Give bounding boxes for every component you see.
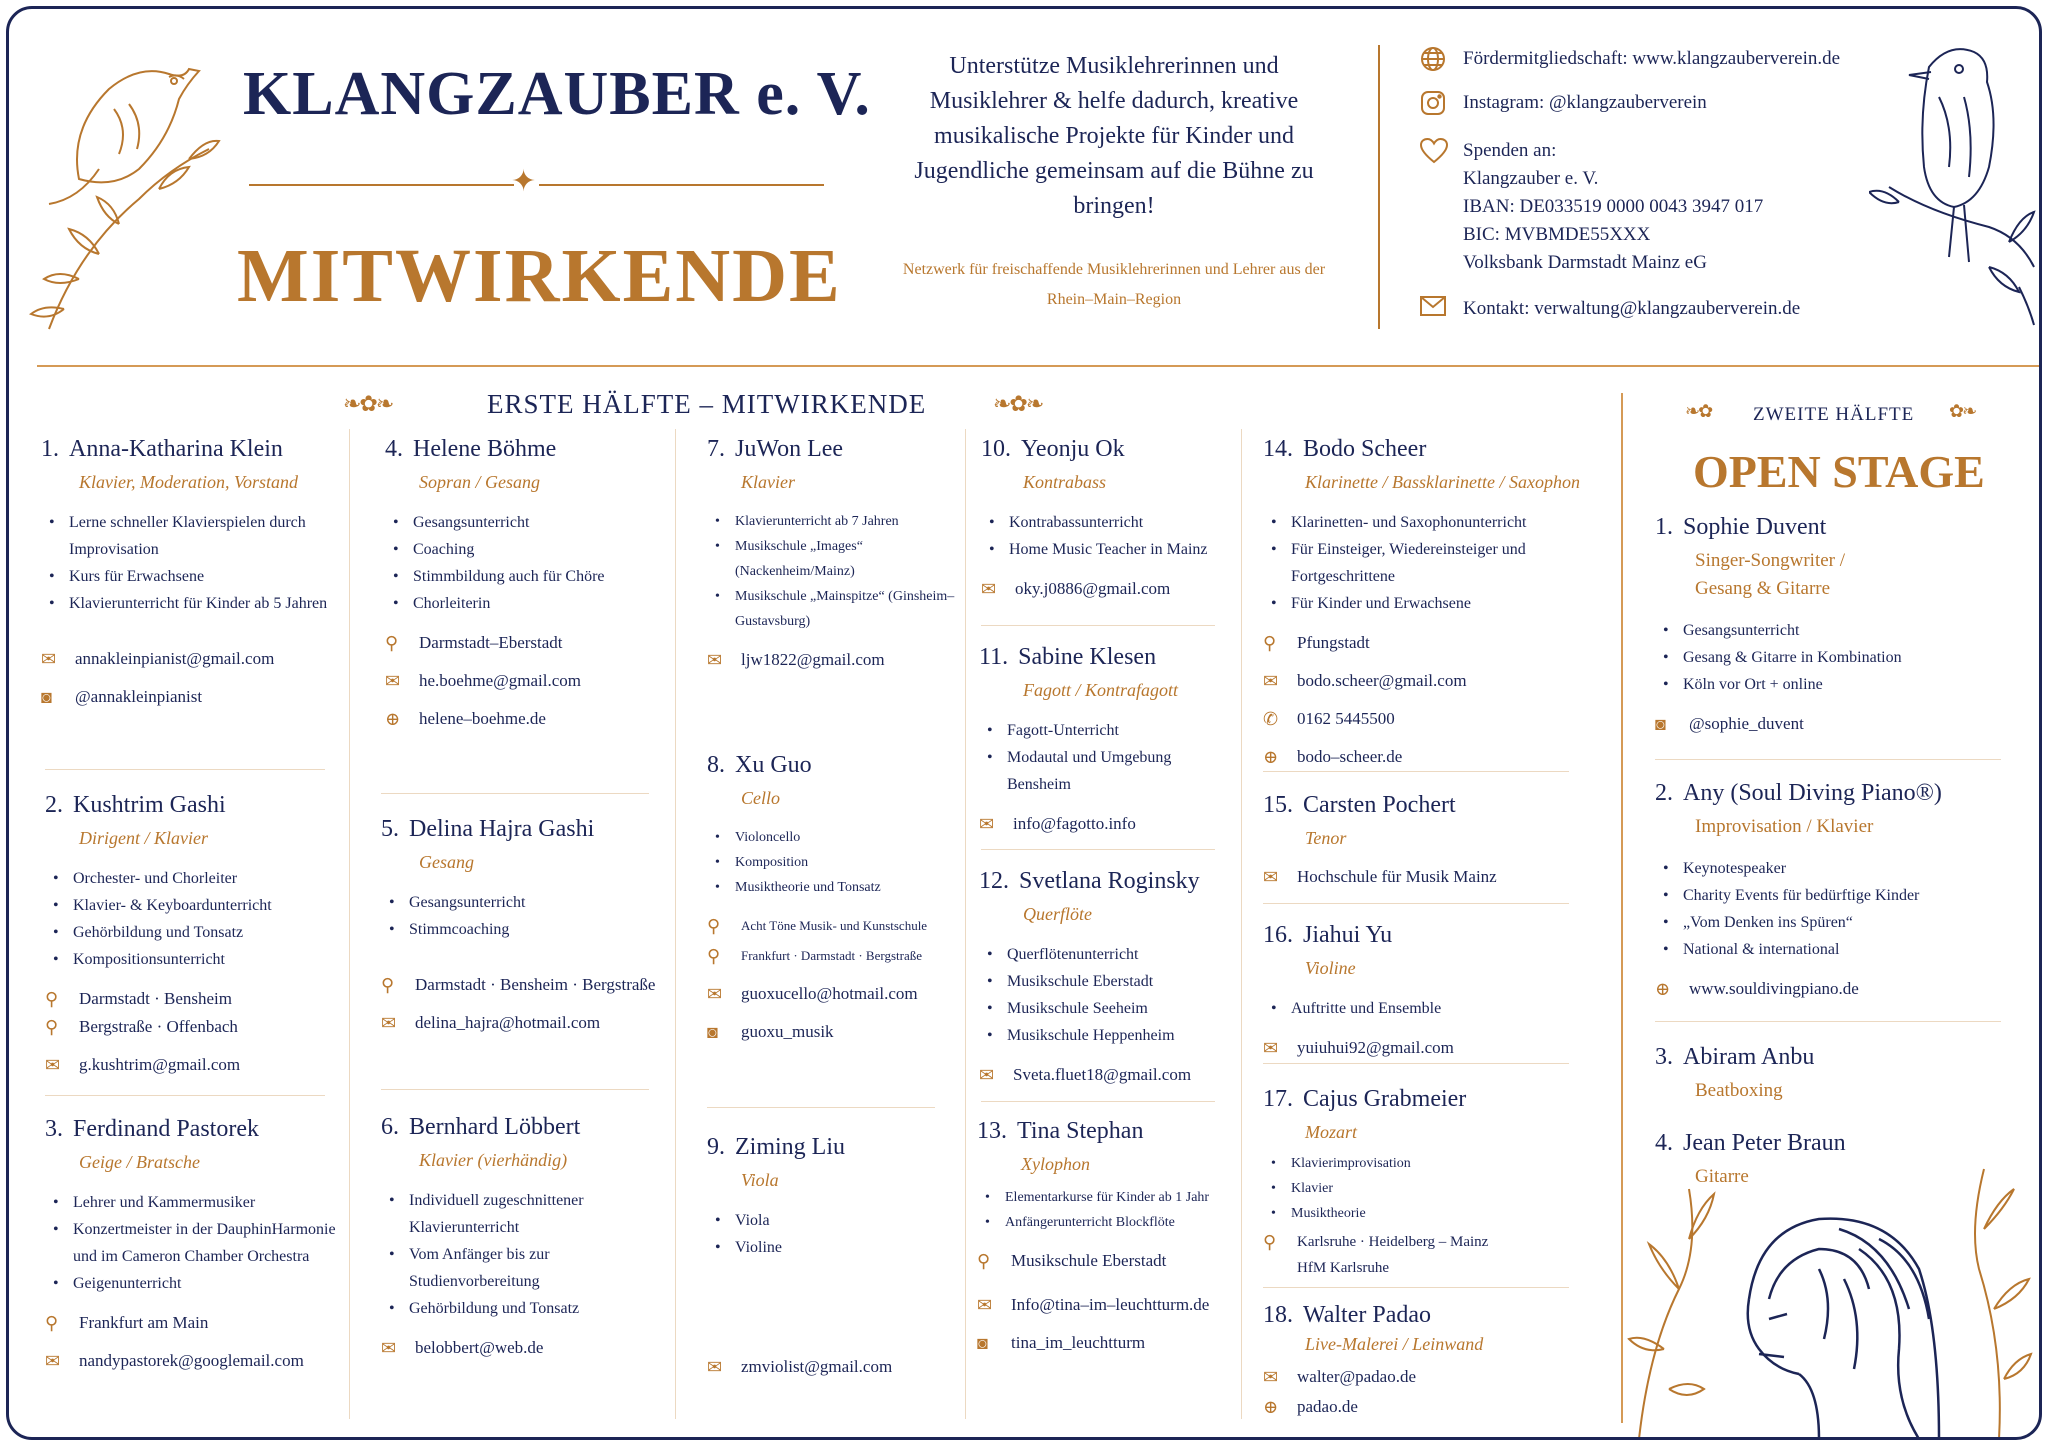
- list-item: • Gehörbildung und Tonsatz: [45, 919, 345, 946]
- list-item: • Individuell zugeschnittener Klavierunterricht: [381, 1187, 666, 1241]
- entry-divider: [1655, 759, 2001, 760]
- email-row: [45, 1349, 345, 1373]
- instagram-link[interactable]: @annakleinpianist: [75, 687, 203, 706]
- mail-icon: ✉: [707, 650, 723, 670]
- mail-icon: ✉: [385, 671, 401, 691]
- instagram-link[interactable]: guoxu_musik: [741, 1022, 834, 1041]
- list-item: • Kompositionsunterricht: [45, 946, 345, 973]
- entry-divider: [981, 625, 1215, 626]
- title-divider-right: [539, 184, 824, 186]
- location-icon: ⚲: [45, 989, 59, 1009]
- location-row: ⚲ Bergstraße · Offenbach: [45, 1017, 238, 1037]
- performer-11: [979, 641, 1229, 836]
- list-item: • Violine: [707, 1234, 957, 1261]
- mail-icon: ✉: [1263, 867, 1279, 887]
- performer-15: [1263, 789, 1603, 889]
- location-row: ⚲ Darmstadt–Eberstadt: [385, 633, 563, 653]
- list-item: • Musiktheorie und Tonsatz: [707, 875, 957, 900]
- instagram-icon: ◙: [977, 1333, 988, 1353]
- globe-icon: [1419, 45, 1463, 78]
- open-stage-performer-3: [1655, 1041, 2015, 1105]
- mail-icon: ✉: [45, 1055, 61, 1075]
- mail-icon: ✉: [981, 579, 997, 599]
- mail-icon: ✉: [1263, 1038, 1279, 1058]
- performer-name: 17. Cajus Grabmeier: [1263, 1086, 1467, 1112]
- performer-role: Improvisation / Klavier: [1695, 816, 1874, 837]
- web-row: [1263, 745, 1613, 769]
- location-row: ⚲ Darmstadt · Bensheim: [45, 989, 232, 1009]
- performer-name: 4. Helene Böhme: [385, 436, 557, 462]
- performer-1: [41, 433, 341, 709]
- claim-subtext: Netzwerk für freischaffende Musiklehrerinnen und Lehrer aus der Rhein–Main–Region: [902, 261, 1326, 308]
- list-item: • Musikschule Eberstadt: [979, 968, 1239, 995]
- email-link[interactable]: zmviolist@gmail.com: [741, 1357, 893, 1376]
- list-item: • Anfängerunterricht Blockflöte: [977, 1210, 1237, 1235]
- email-row: [1263, 1365, 1603, 1389]
- membership-info: [1419, 45, 1840, 78]
- entry-divider: [1655, 1021, 2001, 1022]
- performer-name: 9. Ziming Liu: [707, 1134, 845, 1160]
- laurel-icon: ❧✿❧: [343, 391, 393, 416]
- list-item: • Viola: [707, 1207, 957, 1234]
- performer-name: 3. Ferdinand Pastorek: [45, 1116, 259, 1142]
- performer-name: 14. Bodo Scheer: [1263, 436, 1427, 462]
- list-item: • Klavier- & Keyboardunterricht: [45, 892, 345, 919]
- entry-divider: [1263, 1063, 1569, 1064]
- lion-illustration: [1619, 1149, 2039, 1439]
- performer-3: [45, 1113, 345, 1373]
- list-item: • Klarinetten- und Saxophonunterricht: [1263, 509, 1613, 536]
- globe-icon: ⊕: [1263, 747, 1279, 767]
- phone-number[interactable]: 0162 5445500: [1297, 709, 1395, 728]
- instagram-icon: [1419, 89, 1463, 122]
- mail-icon: ✉: [707, 1357, 723, 1377]
- location-row: ⚲ Darmstadt · Bensheim · Bergstraße: [381, 975, 656, 995]
- performer-13: [977, 1115, 1237, 1355]
- performer-name: 2. Any (Soul Diving Piano®): [1655, 780, 1942, 806]
- header-rule: [37, 365, 2041, 367]
- performer-role: Klavier (vierhändig): [419, 1150, 568, 1170]
- column-divider: [349, 429, 350, 1419]
- performer-role: Singer-Songwriter /: [1695, 550, 1846, 571]
- location-icon: ⚲: [381, 975, 395, 995]
- location-row: ⚲ Karlsruhe · Heidelberg – Mainz: [1263, 1232, 1489, 1252]
- performer-name: 1. Sophie Duvent: [1655, 514, 1827, 540]
- list-item: • Kontrabassunterricht: [981, 509, 1231, 536]
- performer-name: 16. Jiahui Yu: [1263, 922, 1393, 948]
- performer-name: 7. JuWon Lee: [707, 436, 844, 462]
- performer-name: 11. Sabine Klesen: [979, 644, 1157, 670]
- entry-divider: [1263, 771, 1569, 772]
- web-row: [385, 707, 670, 731]
- performer-role: Klarinette / Bassklarinette / Saxophon: [1305, 472, 1580, 492]
- performer-role: Beatboxing: [1695, 1080, 1783, 1101]
- open-stage-performer-1: [1655, 511, 2015, 736]
- list-item: • Lehrer und Kammermusiker: [45, 1189, 345, 1216]
- list-item: • Orchester- und Chorleiter: [45, 865, 345, 892]
- list-item: • Gesangsunterricht: [381, 889, 666, 916]
- list-item: • Musikschule Seeheim: [979, 995, 1239, 1022]
- column-divider: [965, 429, 966, 1419]
- performer-name: 2. Kushtrim Gashi: [45, 792, 226, 818]
- instagram-info: [1419, 89, 1707, 122]
- mail-icon: ✉: [1263, 671, 1279, 691]
- performer-name: 10. Yeonju Ok: [981, 436, 1125, 462]
- performer-role: Geige / Bratsche: [79, 1152, 200, 1172]
- location-row: ⚲ Frankfurt · Darmstadt · Bergstraße: [707, 946, 922, 966]
- performer-role: Fagott / Kontrafagott: [1023, 680, 1179, 700]
- email-link[interactable]: info@fagotto.info: [1013, 814, 1136, 833]
- list-item: • Musiktheorie: [1263, 1201, 1603, 1226]
- mail-icon: ✉: [381, 1013, 397, 1033]
- email-row: [979, 812, 1229, 836]
- entry-divider: [45, 769, 325, 770]
- performer-10: [981, 433, 1231, 601]
- mail-icon: ✉: [707, 984, 723, 1004]
- email-row: [707, 648, 957, 672]
- donate-bic: BIC: MVBMDE55XXX: [1463, 224, 1651, 245]
- performer-role: Live-Malerei / Leinwand: [1305, 1334, 1484, 1354]
- instagram-handle[interactable]: Instagram: @klangzauberverein: [1463, 92, 1707, 113]
- mail-icon: ✉: [45, 1351, 61, 1371]
- entry-divider: [707, 1107, 935, 1108]
- list-item: • Querflötenunterricht: [979, 941, 1239, 968]
- laurel-icon: ✿❧: [1949, 401, 1976, 421]
- list-item: • Musikschule „Images“ (Nackenheim/Mainz): [707, 534, 957, 584]
- email-row: [41, 647, 341, 671]
- instagram-icon: ◙: [707, 1022, 718, 1042]
- location-icon: ⚲: [385, 633, 399, 653]
- list-item: • Geigenunterricht: [45, 1270, 345, 1297]
- heart-icon: [1419, 137, 1463, 170]
- mail-icon: ✉: [41, 649, 57, 669]
- location-icon: ⚲: [977, 1251, 991, 1271]
- list-item: • Vom Anfänger bis zur Studienvorbereitung: [381, 1241, 666, 1295]
- location-row: ⚲ Musikschule Eberstadt: [977, 1251, 1167, 1271]
- performer-role: Klavier, Moderation, Vorstand: [79, 472, 298, 492]
- list-item: • Gehörbildung und Tonsatz: [381, 1295, 666, 1322]
- list-item: • „Vom Denken ins Spüren“: [1655, 909, 2015, 936]
- list-item: • Auftritte und Ensemble: [1263, 995, 1603, 1022]
- instagram-row: [41, 685, 341, 709]
- location-row: ⚲ Pfungstadt: [1263, 633, 1370, 653]
- performer-6: [381, 1111, 666, 1360]
- performer-name: 18. Walter Padao: [1263, 1302, 1432, 1328]
- contact-email[interactable]: Kontakt: verwaltung@klangzauberverein.de: [1463, 298, 1801, 319]
- list-item: • Gesangsunterricht: [1655, 617, 2015, 644]
- performer-role: Viola: [741, 1170, 779, 1190]
- performer-name: 1. Anna-Katharina Klein: [41, 436, 283, 462]
- list-item: • Für Kinder und Erwachsene: [1263, 590, 1613, 617]
- list-item: • Elementarkurse für Kinder ab 1 Jahr: [977, 1185, 1237, 1210]
- entry-divider: [45, 1095, 325, 1096]
- email-row: [707, 982, 957, 1006]
- phone-icon: ✆: [1263, 709, 1279, 729]
- list-item: • Musikschule „Mainspitze“ (Ginsheim–Gustavsburg): [707, 584, 957, 634]
- list-item: • Gesang & Gitarre in Kombination: [1655, 644, 2015, 671]
- email-row: [979, 1063, 1239, 1087]
- web-link[interactable]: helene–boehme.de: [419, 709, 546, 728]
- entry-divider: [981, 849, 1215, 850]
- email-link[interactable]: yuiuhui92@gmail.com: [1297, 1038, 1454, 1057]
- title-divider-left: [249, 184, 514, 186]
- email-link[interactable]: Sveta.fluet18@gmail.com: [1013, 1065, 1192, 1084]
- performer-role: Mozart: [1305, 1122, 1358, 1142]
- list-item: • Modautal und Umgebung Bensheim: [979, 744, 1229, 798]
- performer-role: Gitarre: [1695, 1166, 1749, 1187]
- phone-row: [1263, 707, 1613, 731]
- list-item: • Komposition: [707, 850, 957, 875]
- location-icon: ⚲: [1263, 1232, 1277, 1252]
- institution-text[interactable]: Hochschule für Musik Mainz: [1297, 867, 1497, 886]
- performer-role: Cello: [741, 788, 780, 808]
- claim-text: Unterstütze Musiklehrerinnen und Musiklehrer & helfe dadurch, kreative musikalische Projekte für Kinder und Jugendliche gemeinsam auf die Bühne zu bringen!: [914, 53, 1314, 219]
- email-row: [1263, 1036, 1603, 1060]
- instagram-icon: ◙: [41, 687, 52, 707]
- email-link[interactable]: nandypastorek@googlemail.com: [79, 1351, 304, 1370]
- performer-name: 3. Abiram Anbu: [1655, 1044, 1815, 1070]
- header-divider: [1378, 45, 1380, 329]
- section-second-half-label: ZWEITE HÄLFTE: [1753, 404, 1915, 425]
- donation-info: [1419, 137, 1763, 277]
- location-row: ⚲ Frankfurt am Main: [45, 1313, 209, 1333]
- laurel-icon: ❧✿❧: [993, 391, 1043, 416]
- entry-divider: [1263, 903, 1569, 904]
- email-link[interactable]: he.boehme@gmail.com: [419, 671, 581, 690]
- email-row: [977, 1293, 1237, 1317]
- performer-14: [1263, 433, 1613, 769]
- star-icon: ✦: [511, 165, 537, 198]
- performer-2: [45, 789, 345, 1077]
- performer-7: [707, 433, 957, 672]
- list-item: • Klavierimprovisation: [1263, 1151, 1603, 1176]
- location-row: ⚲ Acht Töne Musik- und Kunstschule: [707, 916, 928, 936]
- performer-name: 13. Tina Stephan: [977, 1118, 1144, 1144]
- performer-role: Querflöte: [1023, 904, 1092, 924]
- instagram-link[interactable]: tina_im_leuchtturm: [1011, 1333, 1146, 1352]
- list-item: • Coaching: [385, 536, 670, 563]
- email-link[interactable]: oky.j0886@gmail.com: [1015, 579, 1171, 598]
- instagram-icon: ◙: [1655, 714, 1666, 734]
- web-row: [1263, 1395, 1603, 1419]
- entry-divider: [381, 1089, 649, 1090]
- location-icon: ⚲: [45, 1017, 59, 1037]
- performer-role: Gesang & Gitarre: [1695, 578, 1831, 599]
- performer-role: Kontrabass: [1023, 472, 1107, 492]
- open-stage-title: OPEN STAGE: [1693, 446, 1985, 497]
- email-row: [385, 669, 670, 693]
- performer-role: Klavier: [741, 472, 795, 492]
- list-item: • Keynotespeaker: [1655, 855, 2015, 882]
- list-item: • Home Music Teacher in Mainz: [981, 536, 1231, 563]
- list-item: • Gesangsunterricht: [385, 509, 670, 536]
- performer-9: [707, 1131, 957, 1379]
- web-link[interactable]: bodo–scheer.de: [1297, 747, 1403, 766]
- poster: [6, 6, 2042, 1440]
- email-row: [45, 1053, 345, 1077]
- list-item: • Für Einsteiger, Wiedereinsteiger und Fortgeschrittene: [1263, 536, 1613, 590]
- email-link[interactable]: g.kushtrim@gmail.com: [79, 1055, 241, 1074]
- mail-icon: ✉: [979, 814, 995, 834]
- location-row: HfM Karlsruhe: [1297, 1260, 1390, 1276]
- donate-iban: IBAN: DE033519 0000 0043 3947 017: [1463, 196, 1764, 217]
- mail-icon: ✉: [381, 1338, 397, 1358]
- performer-16: [1263, 919, 1603, 1060]
- section-first-half-heading: ERSTE HÄLFTE – MITWIRKENDE: [487, 389, 927, 419]
- performer-role: Dirigent / Klavier: [79, 828, 208, 848]
- performer-role: Xylophon: [1021, 1154, 1090, 1174]
- entry-divider: [381, 793, 649, 794]
- entry-divider: [981, 1101, 1215, 1102]
- organization-title: KLANGZAUBER e. V.: [243, 60, 871, 128]
- email-link[interactable]: guoxucello@hotmail.com: [741, 984, 918, 1003]
- list-item: • Stimmbildung auch für Chöre: [385, 563, 670, 590]
- globe-icon: ⊕: [385, 709, 401, 729]
- email-row: [381, 1011, 666, 1035]
- performer-name: 6. Bernhard Löbbert: [381, 1114, 581, 1140]
- column-divider: [675, 429, 676, 1419]
- list-item: • Fagott-Unterricht: [979, 717, 1229, 744]
- email-link[interactable]: belobbert@web.de: [415, 1338, 544, 1357]
- list-item: • Lerne schneller Klavierspielen durch Improvisation: [41, 509, 341, 563]
- email-link[interactable]: delina_hajra@hotmail.com: [415, 1013, 601, 1032]
- performer-name: 8. Xu Guo: [707, 752, 812, 778]
- list-item: • Chorleiterin: [385, 590, 670, 617]
- performer-4: [385, 433, 670, 731]
- performer-role: Sopran / Gesang: [419, 472, 540, 492]
- location-icon: ⚲: [707, 916, 721, 936]
- performer-8: [707, 749, 957, 1044]
- list-item: • National & international: [1655, 936, 2015, 963]
- instagram-row: [707, 1020, 957, 1044]
- globe-icon: ⊕: [1263, 1397, 1279, 1417]
- list-item: • Klavierunterricht ab 7 Jahren: [707, 509, 957, 534]
- institution-row: [1263, 865, 1603, 889]
- email-link[interactable]: Info@tina–im–leuchtturm.de: [1011, 1295, 1210, 1314]
- performer-name: 15. Carsten Pochert: [1263, 792, 1456, 818]
- instagram-row: [977, 1331, 1237, 1355]
- performer-name: 5. Delina Hajra Gashi: [381, 816, 595, 842]
- instagram-link[interactable]: @sophie_duvent: [1689, 714, 1804, 733]
- location-icon: ⚲: [1263, 633, 1277, 653]
- page-subtitle: MITWIRKENDE: [237, 234, 842, 318]
- open-stage-performer-2: [1655, 777, 2015, 1001]
- mail-icon: ✉: [1263, 1367, 1279, 1387]
- email-row: [981, 577, 1231, 601]
- performer-name: 4. Jean Peter Braun: [1655, 1130, 1846, 1156]
- bird-illustration-right: [1869, 27, 2039, 327]
- email-row: [1263, 669, 1613, 693]
- entry-divider: [1263, 1287, 1569, 1288]
- email-row: [707, 1355, 957, 1379]
- list-item: • Musikschule Heppenheim: [979, 1022, 1239, 1049]
- email-link[interactable]: walter@padao.de: [1297, 1367, 1417, 1386]
- donate-bank: Volksbank Darmstadt Mainz eG: [1463, 252, 1707, 273]
- performer-role: Tenor: [1305, 828, 1347, 848]
- mail-icon: ✉: [979, 1065, 995, 1085]
- email-link[interactable]: annakleinpianist@gmail.com: [75, 649, 275, 668]
- list-item: • Klavier: [1263, 1176, 1603, 1201]
- email-row: [381, 1336, 666, 1360]
- laurel-icon: ❧✿: [1685, 401, 1712, 421]
- email-link[interactable]: bodo.scheer@gmail.com: [1297, 671, 1467, 690]
- performer-name: 12. Svetlana Roginsky: [979, 868, 1200, 894]
- location-icon: ⚲: [707, 946, 721, 966]
- web-link[interactable]: padao.de: [1297, 1397, 1358, 1416]
- list-item: • Charity Events für bedürftige Kinder: [1655, 882, 2015, 909]
- contact-info: [1419, 295, 1800, 323]
- list-item: • Kurs für Erwachsene: [41, 563, 341, 590]
- performer-role: Gesang: [419, 852, 474, 872]
- list-item: • Konzertmeister in der DauphinHarmonie und im Cameron Chamber Orchestra: [45, 1216, 345, 1270]
- list-item: • Köln vor Ort + online: [1655, 671, 2015, 698]
- list-item: • Klavierunterricht für Kinder ab 5 Jahren: [41, 590, 341, 617]
- bird-illustration-left: [19, 29, 229, 349]
- performer-role: Violine: [1305, 958, 1356, 978]
- column-divider: [1241, 429, 1242, 1419]
- performer-18: [1263, 1299, 1603, 1419]
- globe-icon: ⊕: [1655, 979, 1671, 999]
- list-item: • Violoncello: [707, 825, 957, 850]
- list-item: • Stimmcoaching: [381, 916, 666, 943]
- web-row: [1655, 977, 2015, 1001]
- web-link[interactable]: www.souldivingpiano.de: [1689, 979, 1859, 998]
- donate-name: Klangzauber e. V.: [1463, 168, 1599, 189]
- mail-icon: [1419, 295, 1463, 322]
- performer-17: [1263, 1083, 1603, 1280]
- membership-link[interactable]: Fördermitgliedschaft: www.klangzauberverein.de: [1463, 48, 1841, 69]
- instagram-row: [1655, 712, 2015, 736]
- donate-label: Spenden an:: [1463, 140, 1557, 161]
- performer-5: [381, 813, 666, 1035]
- location-icon: ⚲: [45, 1313, 59, 1333]
- performer-12: [979, 865, 1239, 1087]
- mail-icon: ✉: [977, 1295, 993, 1315]
- email-link[interactable]: ljw1822@gmail.com: [741, 650, 885, 669]
